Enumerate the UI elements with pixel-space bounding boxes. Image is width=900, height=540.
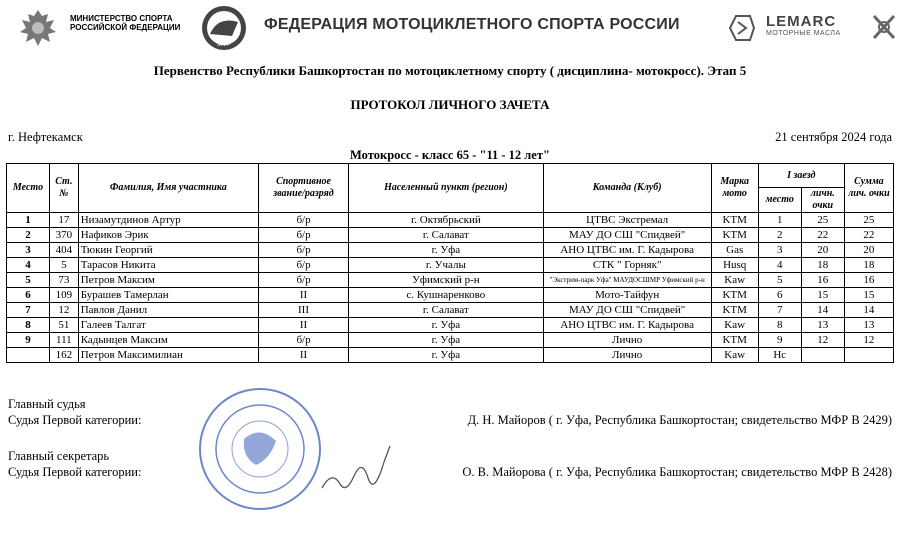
secretary-block: [8, 448, 141, 480]
ministry-emblem-icon: [12, 6, 64, 48]
table-row: [7, 318, 894, 333]
locality-cell: г. Уфа: [349, 348, 544, 363]
total-cell: 14: [844, 303, 893, 318]
heat-points-cell: 18: [801, 258, 844, 273]
start-number-cell: 17: [50, 213, 79, 228]
total-cell: 12: [844, 333, 893, 348]
partner-logo-icon: [872, 14, 896, 40]
header-place: Место: [7, 164, 50, 213]
sponsor-subtitle: МОТОРНЫЕ МАСЛА: [766, 30, 841, 37]
rank-cell: б/р: [258, 213, 348, 228]
total-cell: 20: [844, 243, 893, 258]
header-rank: Спортивное звание/разряд: [258, 164, 348, 213]
heat-points-cell: 15: [801, 288, 844, 303]
rank-cell: II: [258, 288, 348, 303]
locality-cell: г. Октябрьский: [349, 213, 544, 228]
team-cell: АНО ЦТВС им. Г. Кадырова: [543, 243, 711, 258]
brand-cell: KTM: [711, 228, 758, 243]
name-cell: Нафиков Эрик: [78, 228, 258, 243]
date: 21 сентября 2024 года: [775, 130, 892, 144]
heat-points-cell: 22: [801, 228, 844, 243]
name-cell: Тюкин Георгий: [78, 243, 258, 258]
start-number-cell: 109: [50, 288, 79, 303]
brand-cell: Husq: [711, 258, 758, 273]
rank-cell: II: [258, 318, 348, 333]
rank-cell: II: [258, 348, 348, 363]
total-cell: 25: [844, 213, 893, 228]
heat-place-cell: 8: [758, 318, 801, 333]
name-cell: Низамутдинов Артур: [78, 213, 258, 228]
heat-points-cell: 25: [801, 213, 844, 228]
team-cell: Лично: [543, 348, 711, 363]
start-number-cell: 51: [50, 318, 79, 333]
total-cell: 13: [844, 318, 893, 333]
name-cell: Бурашев Тамерлан: [78, 288, 258, 303]
locality-cell: г. Уфа: [349, 333, 544, 348]
heat-points-cell: 16: [801, 273, 844, 288]
heat-place-cell: 3: [758, 243, 801, 258]
rank-cell: б/р: [258, 273, 348, 288]
brand-cell: KTM: [711, 333, 758, 348]
locality-cell: г. Уфа: [349, 243, 544, 258]
team-cell: Мото-Тайфун: [543, 288, 711, 303]
table-row: [7, 288, 894, 303]
brand-cell: Gas: [711, 243, 758, 258]
heat-place-cell: 4: [758, 258, 801, 273]
team-cell: СТК " Горняк": [543, 258, 711, 273]
locality-cell: с. Кушнаренково: [349, 288, 544, 303]
signature-icon: [318, 440, 398, 500]
header-name: Фамилия, Имя участника: [78, 164, 258, 213]
brand-cell: Kaw: [711, 273, 758, 288]
heat-place-cell: 2: [758, 228, 801, 243]
ministry-line1: МИНИСТЕРСТВО СПОРТА: [70, 14, 173, 23]
protocol-title: ПРОТОКОЛ ЛИЧНОГО ЗАЧЕТА: [350, 97, 550, 112]
mfr-logo-text: МФР: [217, 42, 231, 48]
total-cell: [844, 348, 893, 363]
place-cell: 2: [7, 228, 50, 243]
judge-category: Судья Первой категории:: [8, 413, 142, 427]
heat-points-cell: 14: [801, 303, 844, 318]
total-cell: 22: [844, 228, 893, 243]
heat-points-cell: 20: [801, 243, 844, 258]
header-locality: Населенный пункт (регион): [349, 164, 544, 213]
header-team: Команда (Клуб): [543, 164, 711, 213]
team-cell: МАУ ДО СШ "Спидвей": [543, 303, 711, 318]
start-number-cell: 162: [50, 348, 79, 363]
table-row: [7, 228, 894, 243]
place-cell: 5: [7, 273, 50, 288]
locality-cell: Уфимский р-н: [349, 273, 544, 288]
total-cell: 16: [844, 273, 893, 288]
team-cell: "Экстрим-парк Уфа" МАУДОСШМР Уфимский р-н: [543, 273, 711, 288]
header-start-number: Ст. №: [50, 164, 79, 213]
heat-place-cell: 9: [758, 333, 801, 348]
table-row: [7, 213, 894, 228]
team-cell: ЦТВС Экстремал: [543, 213, 711, 228]
mfr-logo-icon: [198, 4, 250, 52]
total-cell: 18: [844, 258, 893, 273]
brand-cell: KTM: [711, 303, 758, 318]
brand-cell: KTM: [711, 288, 758, 303]
rank-cell: б/р: [258, 228, 348, 243]
name-cell: Галеев Талгат: [78, 318, 258, 333]
place-cell: 6: [7, 288, 50, 303]
heat-points-cell: 13: [801, 318, 844, 333]
locality-cell: г. Уфа: [349, 318, 544, 333]
table-row: [7, 303, 894, 318]
table-row: [7, 243, 894, 258]
header-heat-points: личн. очки: [801, 188, 844, 213]
name-cell: Павлов Данил: [78, 303, 258, 318]
rank-cell: б/р: [258, 243, 348, 258]
table-row: [7, 348, 894, 363]
results-table: [6, 163, 894, 363]
team-cell: МАУ ДО СШ "Спидвей": [543, 228, 711, 243]
judge-title: Главный судья: [8, 397, 86, 411]
table-row: [7, 273, 894, 288]
results-body: [7, 213, 894, 363]
rank-cell: III: [258, 303, 348, 318]
place-cell: 9: [7, 333, 50, 348]
name-cell: Петров Максимилиан: [78, 348, 258, 363]
judge-block: [8, 396, 141, 428]
competition-title: Первенство Республики Башкортостан по мотоциклетному спорту ( дисциплина- мотокросс). Этап 5: [153, 63, 747, 78]
name-cell: Кадынцев Максим: [78, 333, 258, 348]
heat-place-cell: 1: [758, 213, 801, 228]
heat-place-cell: 5: [758, 273, 801, 288]
place-cell: 4: [7, 258, 50, 273]
heat-place-cell: Нс: [758, 348, 801, 363]
ministry-line2: РОССИЙСКОЙ ФЕДЕРАЦИИ: [70, 23, 181, 32]
table-row: [7, 258, 894, 273]
heat-place-cell: 6: [758, 288, 801, 303]
rank-cell: б/р: [258, 333, 348, 348]
secretary-category: Судья Первой категории:: [8, 465, 142, 479]
table-row: [7, 333, 894, 348]
federation-name: ФЕДЕРАЦИЯ МОТОЦИКЛЕТНОГО СПОРТА РОССИИ: [264, 16, 680, 33]
brand-cell: KTM: [711, 213, 758, 228]
brand-cell: Kaw: [711, 318, 758, 333]
sponsor-name: LEMARC: [766, 13, 837, 30]
team-cell: Лично: [543, 333, 711, 348]
start-number-cell: 5: [50, 258, 79, 273]
brand-cell: Kaw: [711, 348, 758, 363]
header-brand: Марка мото: [711, 164, 758, 213]
name-cell: Петров Максим: [78, 273, 258, 288]
start-number-cell: 73: [50, 273, 79, 288]
ministry-name: [70, 14, 180, 32]
start-number-cell: 12: [50, 303, 79, 318]
heat-place-cell: 7: [758, 303, 801, 318]
place-cell: 1: [7, 213, 50, 228]
secretary-title: Главный секретарь: [8, 449, 110, 463]
name-cell: Тарасов Никита: [78, 258, 258, 273]
total-cell: 15: [844, 288, 893, 303]
class-title: Мотокросс - класс 65 - "11 - 12 лет": [350, 148, 550, 162]
place-cell: 8: [7, 318, 50, 333]
team-cell: АНО ЦТВС им. Г. Кадырова: [543, 318, 711, 333]
header-heat-place: место: [758, 188, 801, 213]
header-total: Сумма лич. очки: [844, 164, 893, 213]
start-number-cell: 404: [50, 243, 79, 258]
rank-cell: б/р: [258, 258, 348, 273]
lemarc-mark-icon: [728, 14, 756, 42]
organization-stamp-icon: [196, 385, 324, 513]
place-cell: 3: [7, 243, 50, 258]
header-row: [7, 164, 894, 188]
locality-cell: г. Учалы: [349, 258, 544, 273]
heat-points-cell: 12: [801, 333, 844, 348]
city: г. Нефтекамск: [8, 130, 83, 144]
judge-name: Д. Н. Майоров ( г. Уфа, Республика Башкортостан; свидетельство МФР В 2429): [467, 413, 892, 427]
locality-cell: г. Салават: [349, 228, 544, 243]
locality-cell: г. Салават: [349, 303, 544, 318]
secretary-name: О. В. Майорова ( г. Уфа, Республика Башкортостан; свидетельство МФР В 2428): [462, 465, 892, 479]
header-heat: I заезд: [758, 164, 844, 188]
start-number-cell: 370: [50, 228, 79, 243]
place-cell: 7: [7, 303, 50, 318]
place-cell: [7, 348, 50, 363]
start-number-cell: 111: [50, 333, 79, 348]
heat-points-cell: [801, 348, 844, 363]
